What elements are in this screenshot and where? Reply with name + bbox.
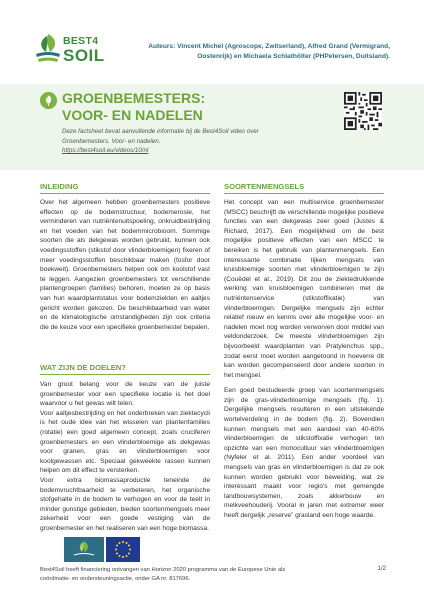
title-line-2: VOOR- EN NADELEN — [62, 107, 203, 123]
heading-rule-left — [40, 193, 210, 194]
page-title — [62, 90, 205, 124]
intro-line-1: Deze factsheet bevat aanvullende informatie bij de Best4Soil video over — [62, 128, 259, 135]
paragraph-doelen-1: Van groot belang voor de keuze van de juiste groenbemester voor een specifieke locatie is het doel waarvoor u het gewas wilt telen. — [40, 381, 210, 408]
eu-flag-icon — [106, 537, 140, 562]
paragraph-doelen-3: Voor extra biomassaproductie teneinde de bodemvruchtbaarheid te verbeteren, het organische stofgehalte in de bodem te verhogen en voor de teelt in minder gunstige gebieden, bieden soortenmengsels meer zekerheid voor een goede vestiging van de groenbemester en het realiseren van een hoge biomassa. — [40, 476, 210, 532]
paragraph-soortenmengsels-2: Een goed bestudeerde groep van soortenmengsels zijn de gras-vlinderbloemige mengsels (fig. 1). Dergelijke mengsels resulteren in een uitstekende wortelverdeling in de bodem (fig. 2). Bovendien kunnen mengsels met een aandeel van 40-60% vlinderbloemigen de stikstoffixatie verhogen ten opzichte van een monocultuur van vlinderbloemigen (Nyfeler et al. 2011). Een ander voordeel van mengsels van gras en vlinderbloemigen is dat ze ook kunnen worden gebruikt voor beweiding, wat ze interessant maakt voor regio's met gemengde landbouwsystemen, zoals akkerbouw en melkveehouderij. Vooral in jaren met extremer weer heeft dergelijk „reserve” grasland een hoge waarde. — [224, 387, 384, 519]
qr-code-icon[interactable] — [344, 92, 382, 130]
paragraph-soortenmengsels-1: Het concept van een multiservice groenbemester (MSCC) beschrijft de verschillende mogelijke positieve functies van een dekgewas zeer goed (Justes & Richard, 2017). Een mogelijkheid om de best mogelijke positieve effecten van een MSCC te bereiken is het gebruik van plantenmengsels. Een interessante combinatie tijken mengsels van kruisbloemige soorten met vlinderbloemigen te zijn (Couëdel et al., 2019). Dit zou de ziektedrukkende werking van kruisbloemigen combineren met de nutriëntenservice (stikstoffixatie) van vlinderbloemigen. Dergelijke mengsels zijn echter relatief nieuw en kennis over alle mogelijke voor- en nadelen moet nog worden verworven door middel van veldonderzoek. De meeste vlinderbloemigen zijn bijvoorbeeld waardplanten van Pratylenchus spp., zodat eerst moet worden aangetoond in hoeverre dit kan worden gecompenseerd door andere soorten in het mengsel. — [224, 199, 384, 379]
soil-leaf-icon — [34, 32, 62, 66]
logo-text-soil: SOIL — [63, 46, 105, 65]
paragraph-doelen-2: Voor aaltjesbestrijding en het onderbreken van ziektecycli is het oude idee van het wisselen van plantenfamilies (rotatie) een goed algemeen concept, zoals cruciferen groenbemesters en een vlinderbloemige als dekgewas voor granen, gras en vlinderbloemigen voor koolgewassen etc. Speciaal gekweekte rassen kunnen helpen om dit effect te versterken. — [40, 409, 210, 475]
paragraph-inleiding: Over het algemeen hebben groenbemesters positieve effecten op de bodemstructuur, bodemerosie, het verminderen van nutriëntenuitspoeling, onkruidbestrijding en het voeden van het bodemmicrobioom. Sommige soorten die als dekgewas worden gebruikt, kunnen ook voedingsstoffen (stikstof door vlinderbloemigen) fixeren of meer voedingsstoffen beschikbaar maken (fosfor door boekweit). Groenbemesters helpen ook om koolstof vast te leggen. Aangezien groenbemesters tot verschillende plantengroepen (families) behoren, moeten ze op basis van hun waardplantstatus voor bodemziekten en aaltjes gericht worden gekozen. De beschikbaarheid van water en de klimatologische omstandigheden zijn ook criteria die de keuze voor een specifieke groenbemester bepalen. — [40, 199, 210, 331]
logo-text-best4: BEST4 — [63, 35, 99, 47]
title-line-1: GROENBEMESTERS: — [62, 90, 206, 106]
intro-line-2: Groenbemesters. Voor- en nadelen. — [62, 137, 161, 145]
heading-doelen: WAT ZIJN DE DOELEN? — [40, 363, 126, 372]
heading-rule-doelen — [40, 374, 210, 375]
heading-inleiding: INLEIDING — [40, 182, 79, 191]
heading-soortenmengsels: SOORTENMENGSELS — [224, 182, 305, 191]
heading-rule-right — [224, 193, 384, 194]
authors-line: Auteurs: Vincent Michel (Agroscope, Zwitserland), Alfred Grand (Vermigrand, Oostenrijk) en Michaela Schlathölter (PHPetersen, Duitsland). — [148, 43, 390, 60]
best4soil-footer-logo — [64, 537, 104, 562]
video-link[interactable]: https://best4soil.eu/videos/10/nl — [62, 147, 149, 154]
column-left-intro — [40, 198, 210, 338]
leaf-badge-icon — [40, 92, 57, 109]
page-number: 1/2 — [377, 566, 386, 572]
intro-text — [62, 127, 312, 156]
column-right — [224, 198, 384, 527]
best4soil-logo — [34, 32, 104, 68]
funding-statement: Best4Soil heeft financiering ontvangen van Horizon 2020 programma van de Europese Unie als coördinatie- en ondersteuningsactie, onder GA nr. 817696. — [40, 567, 286, 582]
column-left-doelen — [40, 380, 210, 534]
